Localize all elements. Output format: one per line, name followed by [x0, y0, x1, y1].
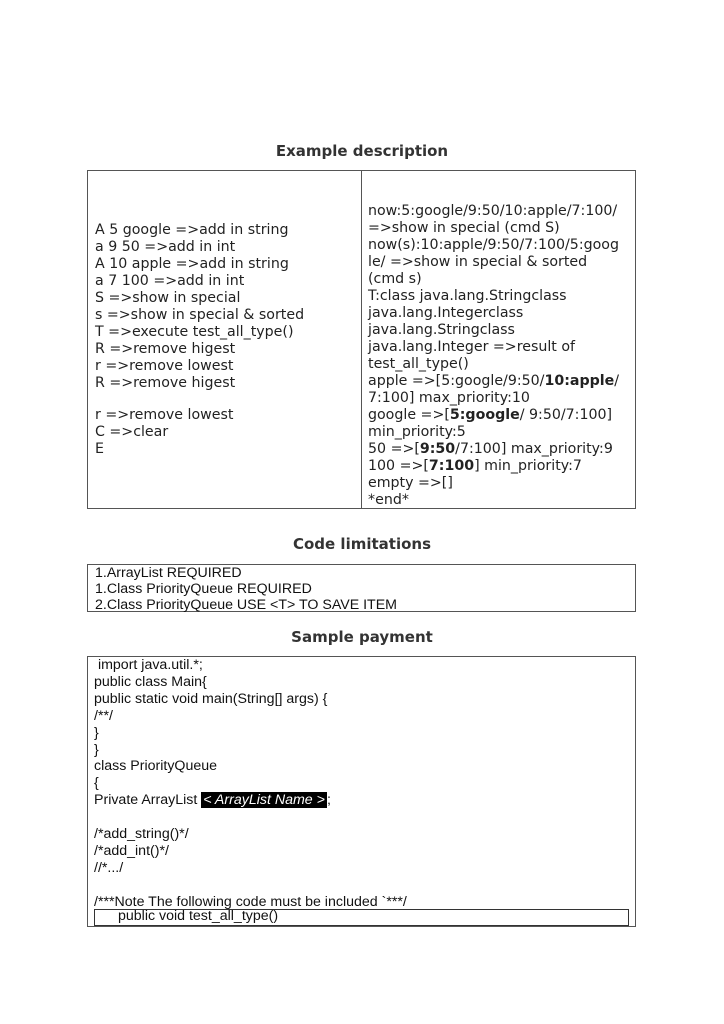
- result-line: *end*: [368, 492, 409, 508]
- blank-line: [94, 809, 407, 826]
- result-line: =>show in special (cmd S): [368, 220, 560, 236]
- sample-payment-heading: Sample payment: [291, 628, 433, 646]
- command-line: A 5 google =>add in string: [95, 222, 289, 238]
- code-line: {: [94, 775, 99, 792]
- result-line: test_all_type(): [368, 356, 469, 372]
- result-text: google =>[: [368, 407, 450, 423]
- command-line: S =>show in special: [95, 290, 241, 306]
- table-column-divider: [361, 171, 362, 508]
- result-bold-text: 10:apple: [544, 373, 615, 389]
- code-line: import java.util.*;: [94, 657, 203, 673]
- command-line: A 10 apple =>add in string: [95, 256, 289, 272]
- command-line: R =>remove higest: [95, 375, 236, 391]
- code-line: }: [94, 724, 99, 741]
- code-line: /*add_int()*/: [94, 842, 169, 859]
- command-line: T =>execute test_all_type(): [95, 324, 294, 340]
- result-text: apple =>[5:google/9:50/: [368, 373, 545, 389]
- result-line: T:class java.lang.Stringclass: [368, 288, 567, 304]
- limitation-item: 2.Class PriorityQueue USE <T> TO SAVE ITEM: [95, 597, 397, 613]
- blank-line: [94, 877, 407, 894]
- command-line: R =>remove higest: [95, 341, 236, 357]
- result-bold-text: 5:google: [449, 407, 520, 423]
- command-line: C =>clear: [95, 424, 169, 440]
- result-text: /7:100] max_priority:9: [455, 441, 613, 457]
- code-text: ;: [326, 792, 331, 809]
- result-line: empty =>[]: [368, 475, 453, 491]
- results-column: [368, 203, 619, 509]
- highlighted-placeholder: < ArrayList Name >: [203, 792, 325, 809]
- result-line: now(s):10:apple/9:50/7:100/5:goog: [368, 237, 619, 253]
- result-bold-text: 9:50: [419, 441, 456, 457]
- code-block: [94, 657, 407, 911]
- result-text: 50 =>[: [368, 441, 420, 457]
- result-line: (cmd s): [368, 271, 422, 287]
- limitation-item: 1.Class PriorityQueue REQUIRED: [95, 581, 312, 597]
- code-line: class PriorityQueue: [94, 758, 218, 775]
- command-line: E: [95, 441, 104, 457]
- command-line: s =>show in special & sorted: [95, 307, 305, 323]
- example-description-heading: Example description: [275, 142, 449, 160]
- code-line: public class Main{: [94, 673, 207, 690]
- code-line: //*.../: [94, 859, 124, 876]
- example-table: [87, 170, 636, 509]
- code-line: }: [94, 741, 99, 758]
- result-line: [368, 407, 619, 424]
- code-line: /**/: [94, 707, 113, 724]
- result-text: 100 =>[: [368, 458, 429, 474]
- required-method-line: public void test_all_type(): [118, 908, 279, 924]
- code-line: /*add_string()*/: [94, 826, 189, 843]
- result-line: java.lang.Stringclass: [368, 322, 515, 338]
- result-text: / 9:50/7:100]: [519, 407, 613, 423]
- command-line: a 9 50 =>add in int: [95, 239, 236, 255]
- result-line: [368, 441, 619, 458]
- result-line: 7:100] max_priority:10: [368, 390, 530, 406]
- result-line: java.lang.Integerclass: [368, 305, 524, 321]
- line-gap: [95, 392, 304, 407]
- result-line: now:5:google/9:50/10:apple/7:100/: [368, 203, 618, 219]
- commands-column: [95, 222, 304, 458]
- result-line: java.lang.Integer =>result of: [368, 339, 576, 355]
- limitations-list: [95, 565, 397, 613]
- result-line: [368, 373, 619, 390]
- result-line: le/ =>show in special & sorted: [368, 254, 588, 270]
- result-line: [368, 458, 619, 475]
- code-line: /***Note The following code must be included `***/: [94, 893, 407, 910]
- limitations-box: [87, 564, 636, 612]
- command-line: a 7 100 =>add in int: [95, 273, 245, 289]
- code-limitations-heading: Code limitations: [292, 535, 432, 553]
- command-line: r =>remove lowest: [95, 407, 234, 423]
- command-line: r =>remove lowest: [95, 358, 234, 374]
- code-text: Private ArrayList: [94, 792, 202, 809]
- result-text: ] min_priority:7: [474, 458, 582, 474]
- result-line: min_priority:5: [368, 424, 466, 440]
- code-line: public static void main(String[] args) {: [94, 690, 328, 707]
- required-method-box: [94, 909, 629, 926]
- limitation-item: 1.ArrayList REQUIRED: [95, 565, 242, 581]
- result-text: /: [614, 373, 620, 389]
- sample-code-box: [87, 656, 636, 927]
- result-bold-text: 7:100: [428, 458, 475, 474]
- code-line: [94, 792, 407, 809]
